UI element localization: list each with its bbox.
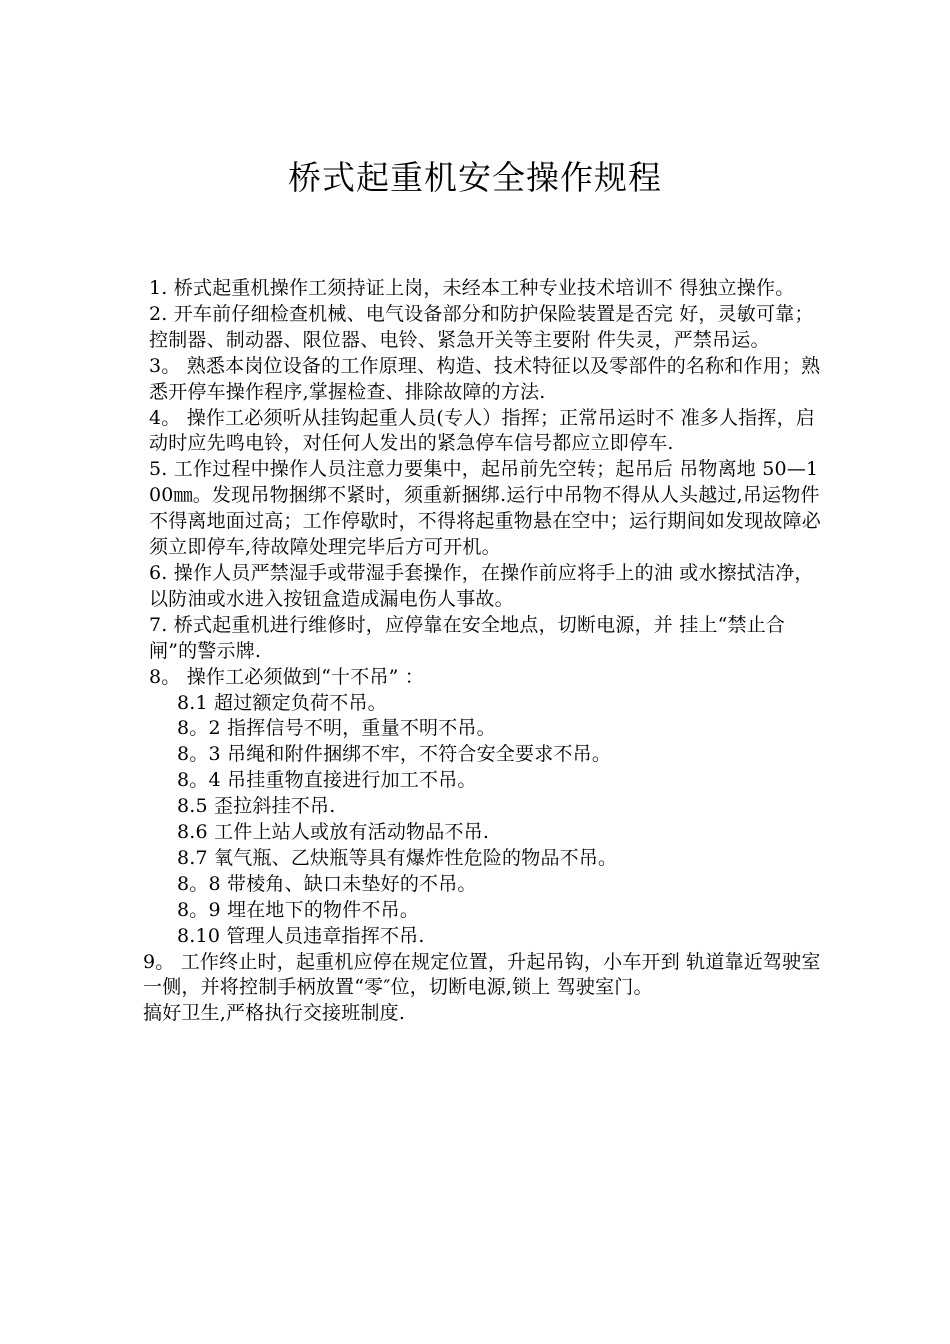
document-title: 桥式起重机安全操作规程 [288,158,662,197]
rule-paragraph-7: 7. 桥式起重机进行维修时，应停靠在安全地点，切断电源，并 挂上“禁止合闸”的警示牌. [149,613,786,662]
sub-item-8-7: 8.7 氧气瓶、乙炔瓶等具有爆炸性危险的物品不吊。 [177,846,618,869]
rule-paragraph-6: 6. 操作人员严禁湿手或带湿手套操作，在操作前应将手上的油 或水擦拭洁净，以防油或水进入按钮盒造成漏电伤人事故。 [149,561,814,610]
rule-paragraph-9: 9。 工作终止时，起重机应停在规定位置，升起吊钩，小车开到 轨道靠近驾驶室一侧，并将控制手柄放置“零″位，切断电源,锁上 驾驶室门。 [143,950,821,999]
rule-paragraph-8: 8。 操作工必须做到“十不吊” ： [149,665,424,688]
sub-item-8-3: 8。3 吊绳和附件捆绑不牢，不符合安全要求不吊。 [177,743,612,766]
rule-paragraph-3: 3。 熟悉本岗位设备的工作原理、构造、技术特征以及零部件的名称和作用；熟悉开停车操作程序,掌握检查、排除故障的方法. [149,354,821,403]
sub-item-8-8: 8。8 带棱角、缺口未垫好的不吊。 [177,872,477,895]
rule-paragraph-1: 1. 桥式起重机操作工须持证上岗，未经本工种专业技术培训不 得独立操作。 [149,277,795,299]
sub-item-8-6: 8.6 工件上站人或放有活动物品不吊. [177,821,490,844]
sub-item-8-10: 8.10 管理人员违章指挥不吊. [177,924,425,947]
sub-item-8-9: 8。9 埋在地下的物件不吊。 [177,898,420,921]
sub-item-8-2: 8。2 指挥信号不明，重量不明不吊。 [177,717,496,740]
sub-item-8-1: 8.1 超过额定负荷不吊。 [177,691,387,714]
rule-paragraph-2: 2. 开车前仔细检查机械、电气设备部分和防护保险装置是否完 好，灵敏可靠；控制器、制动器、限位器、电铃、紧急开关等主要附 件失灵，严禁吊运。 [149,302,814,351]
sub-item-8-5: 8.5 歪拉斜挂不吊. [177,795,336,818]
document-body [143,276,823,1027]
sub-item-8-4: 8。4 吊挂重物直接进行加工不吊。 [177,769,477,792]
closing-paragraph: 搞好卫生,严格执行交接班制度. [143,1002,406,1025]
rule-paragraph-4: 4。 操作工必须听从挂钩起重人员(专人）指挥；正常吊运时不 准多人指挥，启动时应先鸣电铃，对任何人发出的紧急停车信号都应立即停车. [149,406,815,455]
rule-paragraph-5: 5. 工作过程中操作人员注意力要集中，起吊前先空转；起吊后 吊物离地 50—100㎜。发现吊物捆绑不紧时，须重新捆绑.运行中吊物不得从人头越过,吊运物件不得离地面过高；工作停歇时，不得将起重物悬在空中；运行期间如发现故障必须立即停车,待故障处理完毕后方可开机。 [149,458,822,559]
